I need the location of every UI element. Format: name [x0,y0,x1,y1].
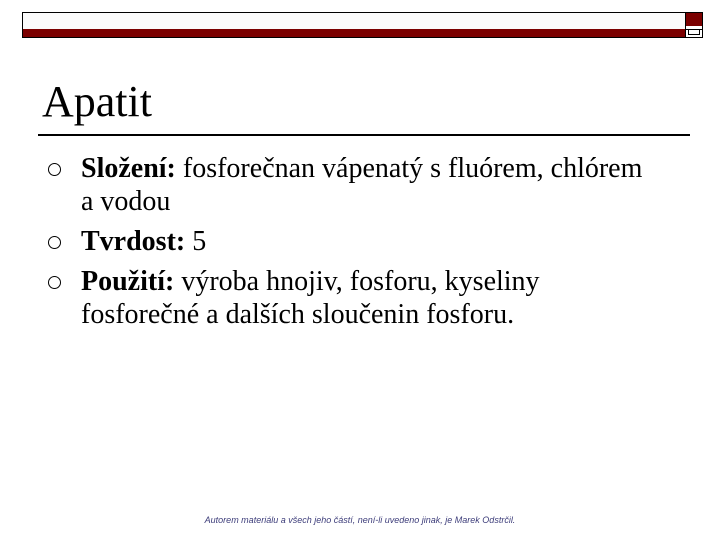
title-underline [38,134,690,136]
bullet-item-hardness [48,225,648,258]
bullet-term: Složení: [81,153,176,184]
header-decoration-bar [22,12,686,38]
footer-attribution: Autorem materiálu a všech jeho částí, není-li uvedeno jinak, je Marek Odstrčil. [204,515,516,525]
corner-small-box [688,29,700,35]
header-bar-accent-stripe [23,29,685,37]
hollow-circle-bullet-icon [48,163,61,176]
header-corner-decoration [685,12,703,38]
slide-title: Apatit [42,77,152,126]
bullet-list [48,152,648,338]
corner-accent-block [686,13,702,26]
header-bar-light-section [23,13,685,30]
bullet-text: výroba hnojiv, fosforu, kyseliny fosforečné a dalších sloučenin fosforu. [81,266,540,330]
bullet-term: Použití: [81,266,175,297]
bullet-text: fosforečnan vápenatý s fluórem, chlórem a vodou [81,153,643,217]
bullet-item-composition [48,152,648,218]
bullet-text: 5 [185,226,207,257]
bullet-term: Tvrdost: [81,226,186,257]
hollow-circle-bullet-icon [48,276,61,289]
bullet-item-usage [48,265,648,331]
hollow-circle-bullet-icon [48,236,61,249]
